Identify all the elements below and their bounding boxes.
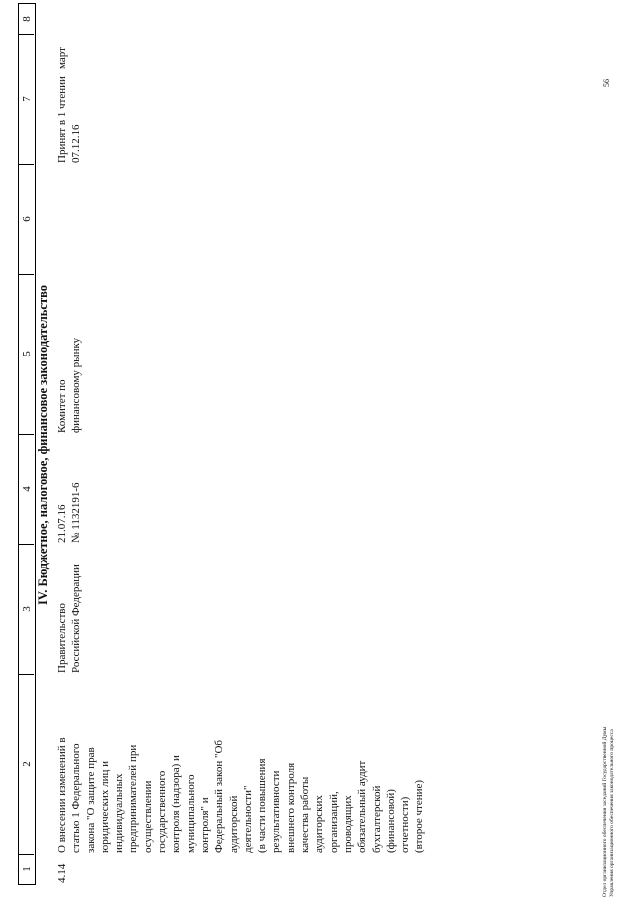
page-number: 56: [602, 79, 611, 87]
col-header-2: 2: [21, 761, 33, 767]
col-header-7: 7: [21, 96, 33, 102]
review-month: март: [56, 47, 68, 69]
column-divider: [18, 34, 34, 35]
initiator: Правительство Российской Федерации: [56, 564, 83, 673]
col-header-4: 4: [21, 486, 33, 492]
column-header-row: [18, 3, 36, 885]
col-header-3: 3: [21, 606, 33, 612]
col-header-5: 5: [21, 351, 33, 357]
col-header-8: 8: [21, 16, 33, 22]
column-divider: [18, 544, 34, 545]
registration-date-number: 21.07.16 № 1132191-6: [56, 482, 83, 543]
committee: Комитет по финансовому рынку: [56, 337, 83, 433]
column-divider: [18, 434, 34, 435]
footer-org: Отдел организационного обеспечения заседаний Государственной Думы Управления организационного обеспечения законодательного процесса: [602, 726, 615, 897]
bill-title: О внесении изменений в статью 1 Федерального закона "О защите прав юридических лиц и индивидуальных предпринимателей при осуществлении государственного контроля (надзора) и муниципального контроля" и Федеральный закон "Об аудиторской деятельности" (в части повышения результативности внешнего контроля качества работы аудиторских организаций, проводящих обязательный аудит бухгалтерской (финансовой) отчетности) (второе чтение): [56, 737, 426, 853]
col-header-6: 6: [21, 216, 33, 222]
column-divider: [18, 674, 34, 675]
bill-status: Принят в 1 чтении 07.12.16: [56, 76, 83, 163]
column-divider: [18, 274, 34, 275]
col-header-1: 1: [21, 866, 33, 872]
column-divider: [18, 854, 34, 855]
column-divider: [18, 164, 34, 165]
row-number: 4.14: [56, 863, 68, 883]
section-title: IV. Бюджетное, налоговое, финансовое законодательство: [36, 284, 50, 606]
